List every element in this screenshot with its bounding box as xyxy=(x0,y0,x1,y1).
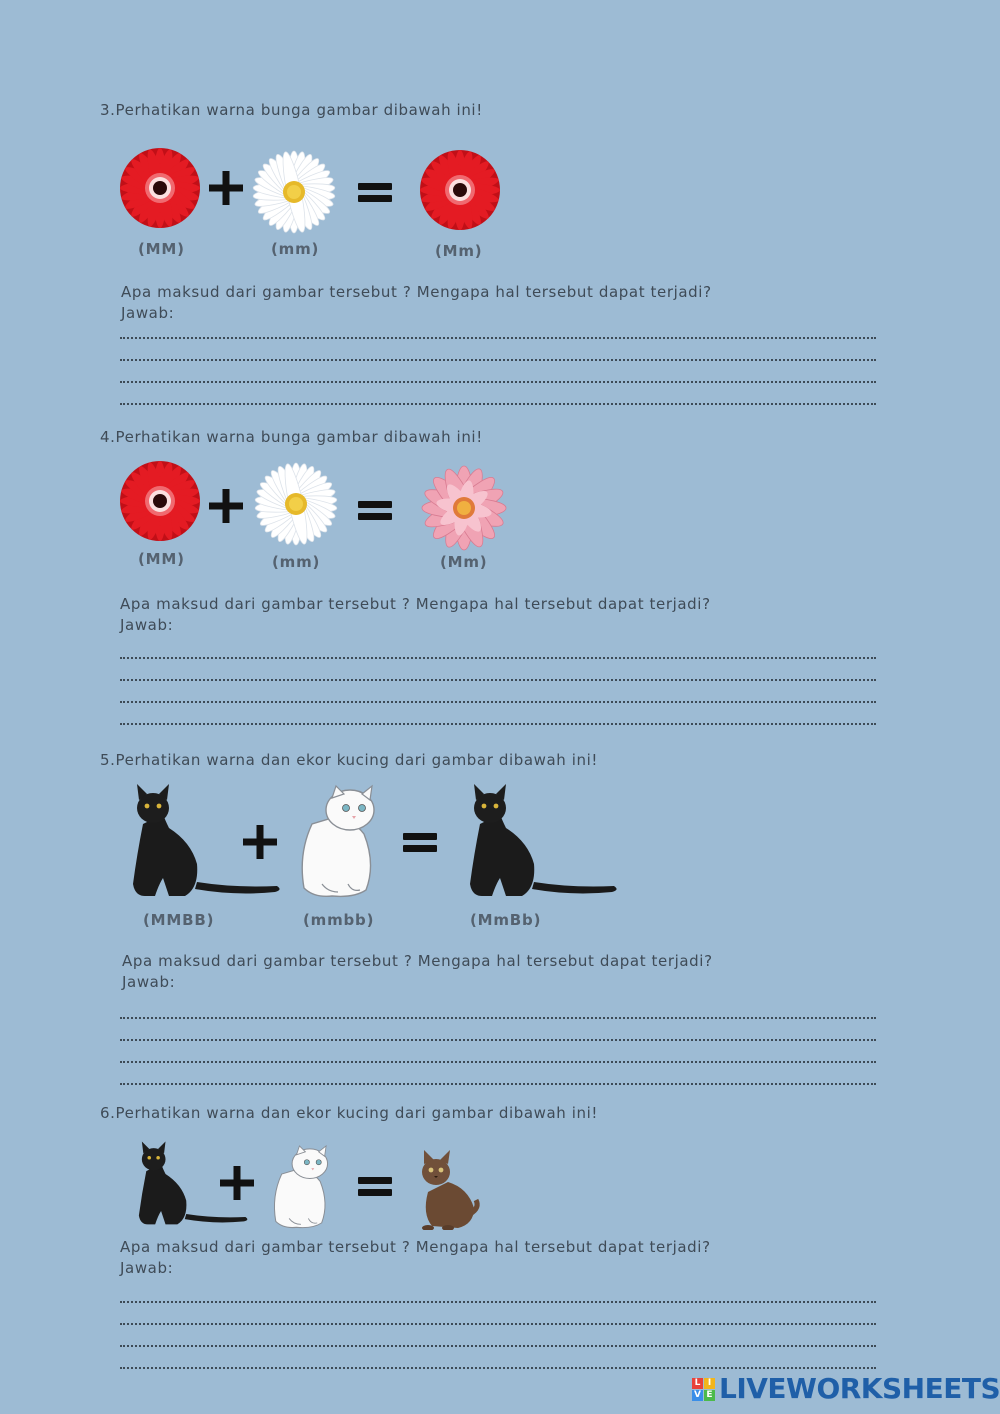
pink-flower-image xyxy=(421,465,506,550)
q3-answer-label: Jawab: xyxy=(121,304,175,322)
logo-letter-l: L xyxy=(692,1378,703,1389)
q3-answer-line-1[interactable] xyxy=(120,337,876,339)
q4-label-1: (MM) xyxy=(138,550,185,568)
q4-answer-line-3[interactable] xyxy=(120,701,876,703)
white-flower-image xyxy=(252,150,335,233)
q5-label-3: (MmBb) xyxy=(470,911,542,929)
q5-cat-equation xyxy=(120,784,630,904)
liveworksheets-wordmark: LIVEWORKSHEETS xyxy=(719,1372,1000,1405)
equals-symbol xyxy=(403,833,437,852)
q6-answer-label: Jawab: xyxy=(120,1259,174,1277)
q5-answer-line-2[interactable] xyxy=(120,1039,876,1041)
q3-title: 3.Perhatikan warna bunga gambar dibawah ini! xyxy=(100,101,483,119)
q3-answer-line-4[interactable] xyxy=(120,403,876,405)
q5-answer-line-4[interactable] xyxy=(120,1083,876,1085)
red-flower-image xyxy=(120,461,201,542)
q3-answer-line-3[interactable] xyxy=(120,381,876,383)
q4-answer-line-2[interactable] xyxy=(120,679,876,681)
q4-answer-label: Jawab: xyxy=(120,616,174,634)
white-flower-image xyxy=(254,462,337,545)
plus-symbol xyxy=(209,489,243,523)
white-cat-image xyxy=(302,786,374,896)
q3-question: Apa maksud dari gambar tersebut ? Mengapa hal tersebut dapat terjadi? xyxy=(121,283,712,301)
plus-symbol xyxy=(209,171,243,205)
plus-symbol xyxy=(220,1166,254,1200)
white-cat-image xyxy=(274,1146,327,1228)
q6-question: Apa maksud dari gambar tersebut ? Mengapa hal tersebut dapat terjadi? xyxy=(120,1238,711,1256)
logo-letter-e: E xyxy=(704,1390,715,1401)
q4-label-2: (mm) xyxy=(272,553,321,571)
q6-title: 6.Perhatikan warna dan ekor kucing dari gambar dibawah ini! xyxy=(100,1104,599,1122)
plus-symbol xyxy=(243,825,277,859)
equals-symbol xyxy=(358,501,392,520)
q5-answer-label: Jawab: xyxy=(122,973,176,991)
equals-symbol xyxy=(358,183,392,202)
red-flower-image xyxy=(420,150,501,231)
q3-label-1: (MM) xyxy=(138,240,185,258)
q4-title: 4.Perhatikan warna bunga gambar dibawah ini! xyxy=(100,428,483,446)
liveworksheets-logo-icon xyxy=(692,1378,716,1402)
q4-answer-line-4[interactable] xyxy=(120,723,876,725)
black-cat-image xyxy=(470,784,617,896)
q5-label-2: (mmbb) xyxy=(303,911,375,929)
q5-question: Apa maksud dari gambar tersebut ? Mengapa hal tersebut dapat terjadi? xyxy=(122,952,713,970)
q3-label-2: (mm) xyxy=(271,240,320,258)
equals-symbol xyxy=(358,1177,392,1196)
q6-answer-line-1[interactable] xyxy=(120,1301,876,1303)
q4-flower-equation xyxy=(110,458,530,554)
q6-answer-line-3[interactable] xyxy=(120,1345,876,1347)
q5-title: 5.Perhatikan warna dan ekor kucing dari gambar dibawah ini! xyxy=(100,751,599,769)
q5-answer-line-3[interactable] xyxy=(120,1061,876,1063)
q6-answer-line-4[interactable] xyxy=(120,1367,876,1369)
q5-label-1: (MMBB) xyxy=(143,911,215,929)
q4-answer-line-1[interactable] xyxy=(120,657,876,659)
q6-cat-equation xyxy=(130,1140,490,1230)
q5-answer-line-1[interactable] xyxy=(120,1017,876,1019)
logo-letter-v: V xyxy=(692,1390,703,1401)
q3-flower-equation xyxy=(110,140,530,240)
q3-label-3: (Mm) xyxy=(435,242,483,260)
q3-answer-line-2[interactable] xyxy=(120,359,876,361)
q6-answer-line-2[interactable] xyxy=(120,1323,876,1325)
q4-question: Apa maksud dari gambar tersebut ? Mengapa hal tersebut dapat terjadi? xyxy=(120,595,711,613)
logo-letter-i: I xyxy=(704,1378,715,1389)
q4-label-3: (Mm) xyxy=(440,553,488,571)
brown-cat-image xyxy=(422,1150,477,1230)
red-flower-image xyxy=(120,148,201,229)
